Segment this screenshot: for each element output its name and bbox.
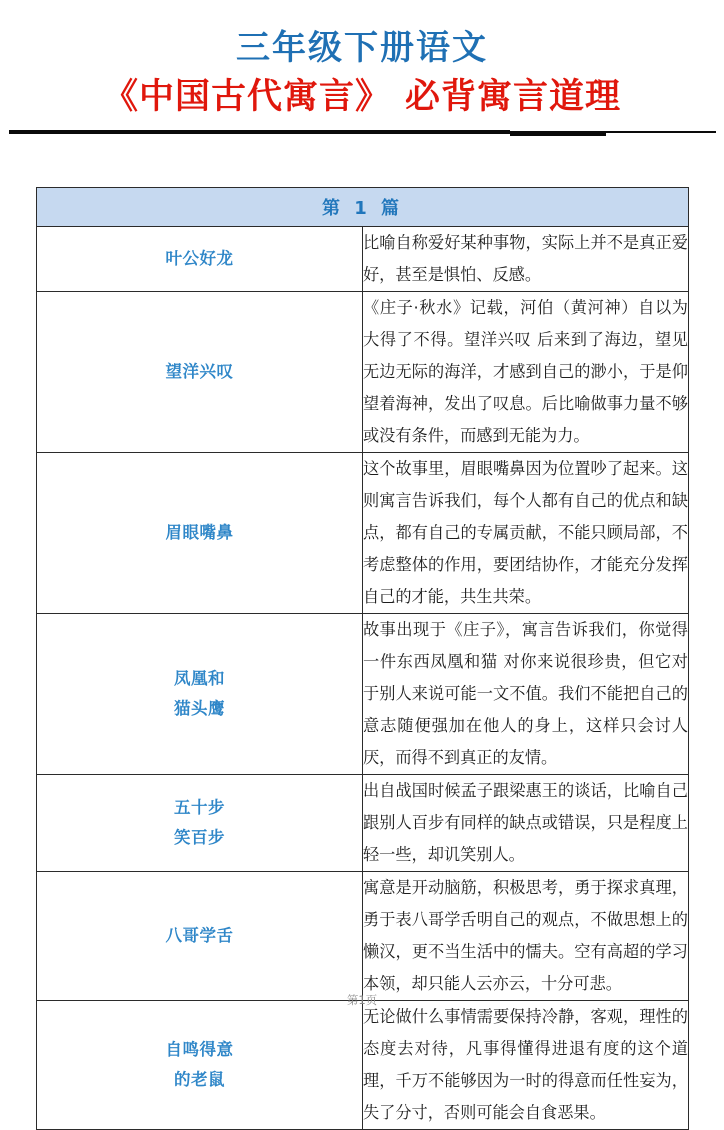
- divider-thick-rule-left: [9, 130, 510, 134]
- title-divider: [0, 126, 724, 140]
- fable-name-line: 八哥学舌: [165, 926, 234, 945]
- fable-desc-cell: 这个故事里，眉眼嘴鼻因为位置吵了起来。这则寓言告诉我们，每个人都有自己的优点和缺点，都有自己的专属贡献，不能只顾局部，不考虑整体的作用，要团结协作，才能充分发挥自己的才能，共生共荣。: [363, 453, 689, 614]
- fable-desc-cell: 出自战国时候孟子跟梁惠王的谈话，比喻自己跟别人百步有同样的缺点或错误，只是程度上轻一些，却讥笑别人。: [363, 775, 689, 872]
- fable-desc-cell: 比喻自称爱好某种事物，实际上并不是真正爱好，甚至是惧怕、反感。: [363, 227, 689, 292]
- divider-thick-rule-right: [510, 132, 606, 136]
- fable-name-line: 凤凰和: [174, 669, 225, 688]
- page-title-book: 《中国古代寓言》: [102, 77, 391, 117]
- fable-name-cell: [37, 227, 363, 292]
- fable-name-line: 叶公好龙: [165, 249, 234, 268]
- title-block: [0, 0, 724, 120]
- fable-name-line: 猫头鹰: [174, 699, 225, 718]
- fable-name-line: 自鸣得意: [165, 1040, 234, 1059]
- fable-table: [36, 187, 689, 1130]
- table-row: [37, 614, 689, 775]
- fable-name-cell: [37, 1001, 363, 1130]
- fable-name-cell: [37, 292, 363, 453]
- fable-name-cell: [37, 775, 363, 872]
- fable-desc-cell: 故事出现于《庄子》，寓言告诉我们，你觉得一件东西凤凰和猫 对你来说很珍贵，但它对于别人来说可能一文不值。我们不能把自己的意志随便强加在他人的身上，这样只会讨人厌，而得不到真正的友情。: [363, 614, 689, 775]
- fable-table-container: [36, 187, 689, 1130]
- fable-name-line: 五十步: [174, 798, 225, 817]
- table-row: [37, 775, 689, 872]
- page-title-subject: [0, 74, 724, 120]
- fable-name-cell: [37, 872, 363, 1001]
- table-header-label: 第 1 篇: [321, 198, 404, 219]
- table-header-cell: [37, 188, 689, 227]
- fable-name-line: 眉眼嘴鼻: [165, 523, 234, 542]
- fable-name-cell: [37, 614, 363, 775]
- page-title-topic: 必背寓言道理: [405, 77, 622, 117]
- fable-desc-cell: 无论做什么事情需要保持冷静，客观，理性的态度去对待，凡事得懂得进退有度的这个道理，千万不能够因为一时的得意而任性妄为，失了分寸，否则可能会自食恶果。: [363, 1001, 689, 1130]
- table-row: [37, 227, 689, 292]
- fable-desc-cell: 寓意是开动脑筋，积极思考，勇于探求真理，勇于表八哥学舌明自己的观点，不做思想上的懒汉，更不当生活中的懦夫。空有高超的学习本领，却只能人云亦云，十分可悲。: [363, 872, 689, 1001]
- fable-name-line: 望洋兴叹: [165, 362, 234, 381]
- fable-name-cell: [37, 453, 363, 614]
- fable-name-line: 的老鼠: [174, 1070, 225, 1089]
- table-header-row: [37, 188, 689, 227]
- fable-desc-cell: 《庄子·秋水》记载，河伯（黄河神）自以为大得了不得。望洋兴叹 后来到了海边，望见无边无际的海洋，才感到自己的渺小，于是仰望着海神，发出了叹息。后比喻做事力量不够或没有条件，而感到无能为力。: [363, 292, 689, 453]
- table-row: [37, 872, 689, 1001]
- page-footer: 第1页: [346, 993, 378, 1007]
- fable-name-line: 笑百步: [174, 828, 225, 847]
- page-title-grade: 三年级下册语文: [236, 28, 488, 68]
- table-row: [37, 292, 689, 453]
- table-row: [37, 1001, 689, 1130]
- table-row: [37, 453, 689, 614]
